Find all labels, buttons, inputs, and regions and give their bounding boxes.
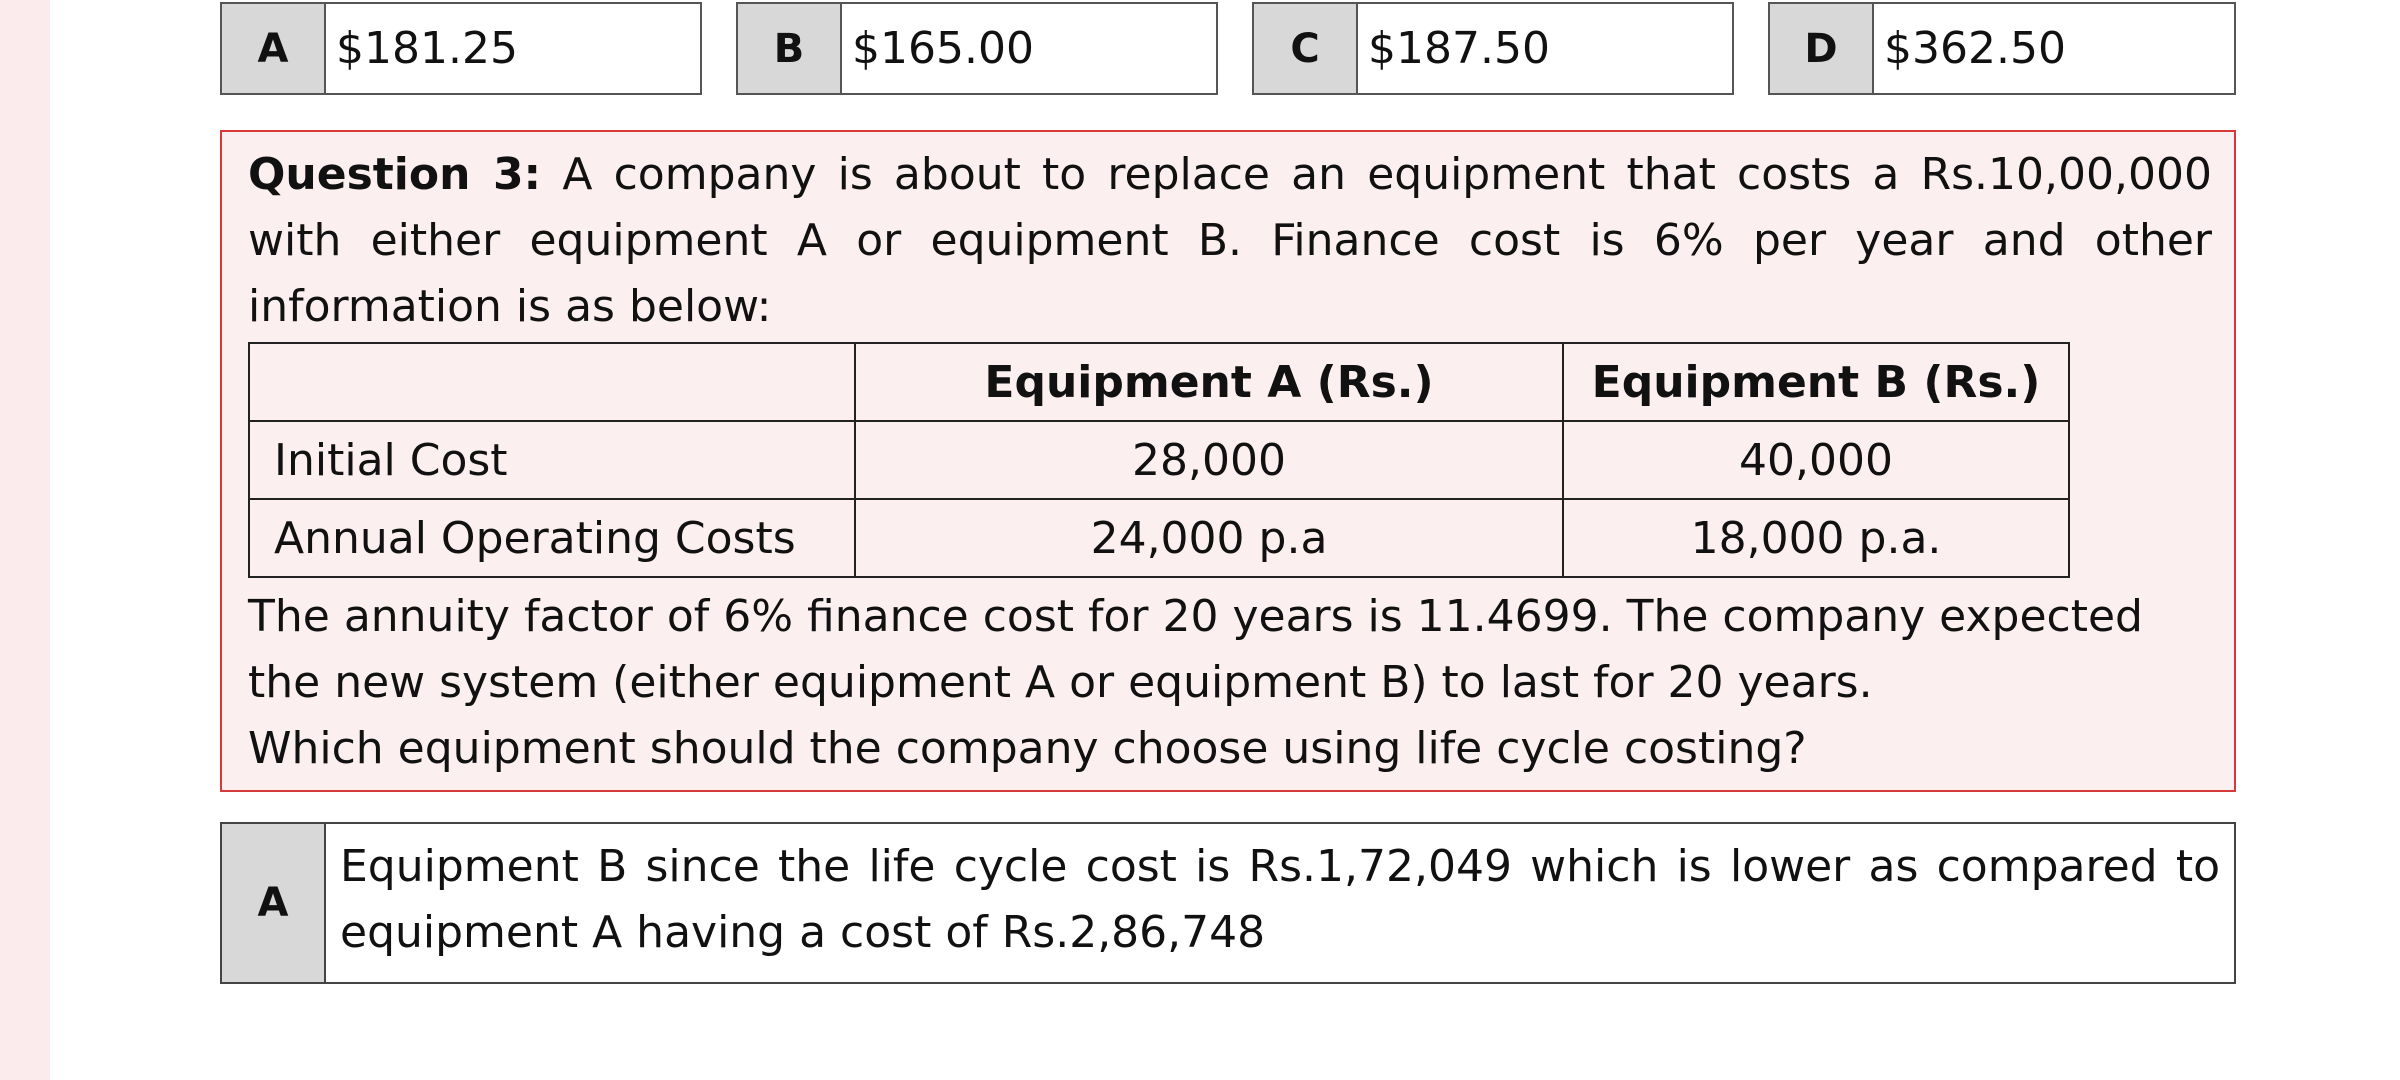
option-value: $362.50 xyxy=(1884,23,2066,74)
answer-letter: A xyxy=(222,824,326,982)
equipment-table xyxy=(248,342,2070,578)
left-margin-strip xyxy=(0,0,50,1080)
table-cell: 24,000 p.a xyxy=(855,499,1563,577)
answer-option-a[interactable] xyxy=(220,822,2236,984)
prev-option-c[interactable] xyxy=(1252,2,1734,95)
option-letter: B xyxy=(738,4,842,93)
table-header-cell: Equipment B (Rs.) xyxy=(1563,343,2069,421)
table-header-cell xyxy=(249,343,855,421)
table-header-cell: Equipment A (Rs.) xyxy=(855,343,1563,421)
table-row xyxy=(249,499,2069,577)
table-cell: 18,000 p.a. xyxy=(1563,499,2069,577)
table-row xyxy=(249,421,2069,499)
prev-option-d[interactable] xyxy=(1768,2,2236,95)
answer-text: Equipment B since the life cycle cost is Rs.1,72,049 which is lower as compared to equipment A having a cost of Rs.2,86,748 xyxy=(340,841,2220,958)
question-label: Question 3: xyxy=(248,149,542,200)
question-details: The annuity factor of 6% finance cost for 20 years is 11.4699. The company expected the new system (either equipment A or equipment B) to last for 20 years. xyxy=(248,591,2143,708)
table-header-row xyxy=(249,343,2069,421)
question-text xyxy=(248,142,2212,340)
table-cell: Initial Cost xyxy=(249,421,855,499)
question-prompt: Which equipment should the company choose using life cycle costing? xyxy=(248,723,1807,774)
question-panel xyxy=(220,130,2236,792)
option-letter: A xyxy=(222,4,326,93)
prev-option-b[interactable] xyxy=(736,2,1218,95)
prev-option-a[interactable] xyxy=(220,2,702,95)
question-intro: A company is about to replace an equipment that costs a Rs.10,00,000 with either equipment A or equipment B. Finance cost is 6% per year and other information is as below: xyxy=(248,149,2212,332)
option-letter: D xyxy=(1770,4,1874,93)
table-cell: Annual Operating Costs xyxy=(249,499,855,577)
option-letter: C xyxy=(1254,4,1358,93)
option-value: $187.50 xyxy=(1368,23,1550,74)
table-cell: 40,000 xyxy=(1563,421,2069,499)
option-value: $181.25 xyxy=(336,23,518,74)
table-cell: 28,000 xyxy=(855,421,1563,499)
option-value: $165.00 xyxy=(852,23,1034,74)
